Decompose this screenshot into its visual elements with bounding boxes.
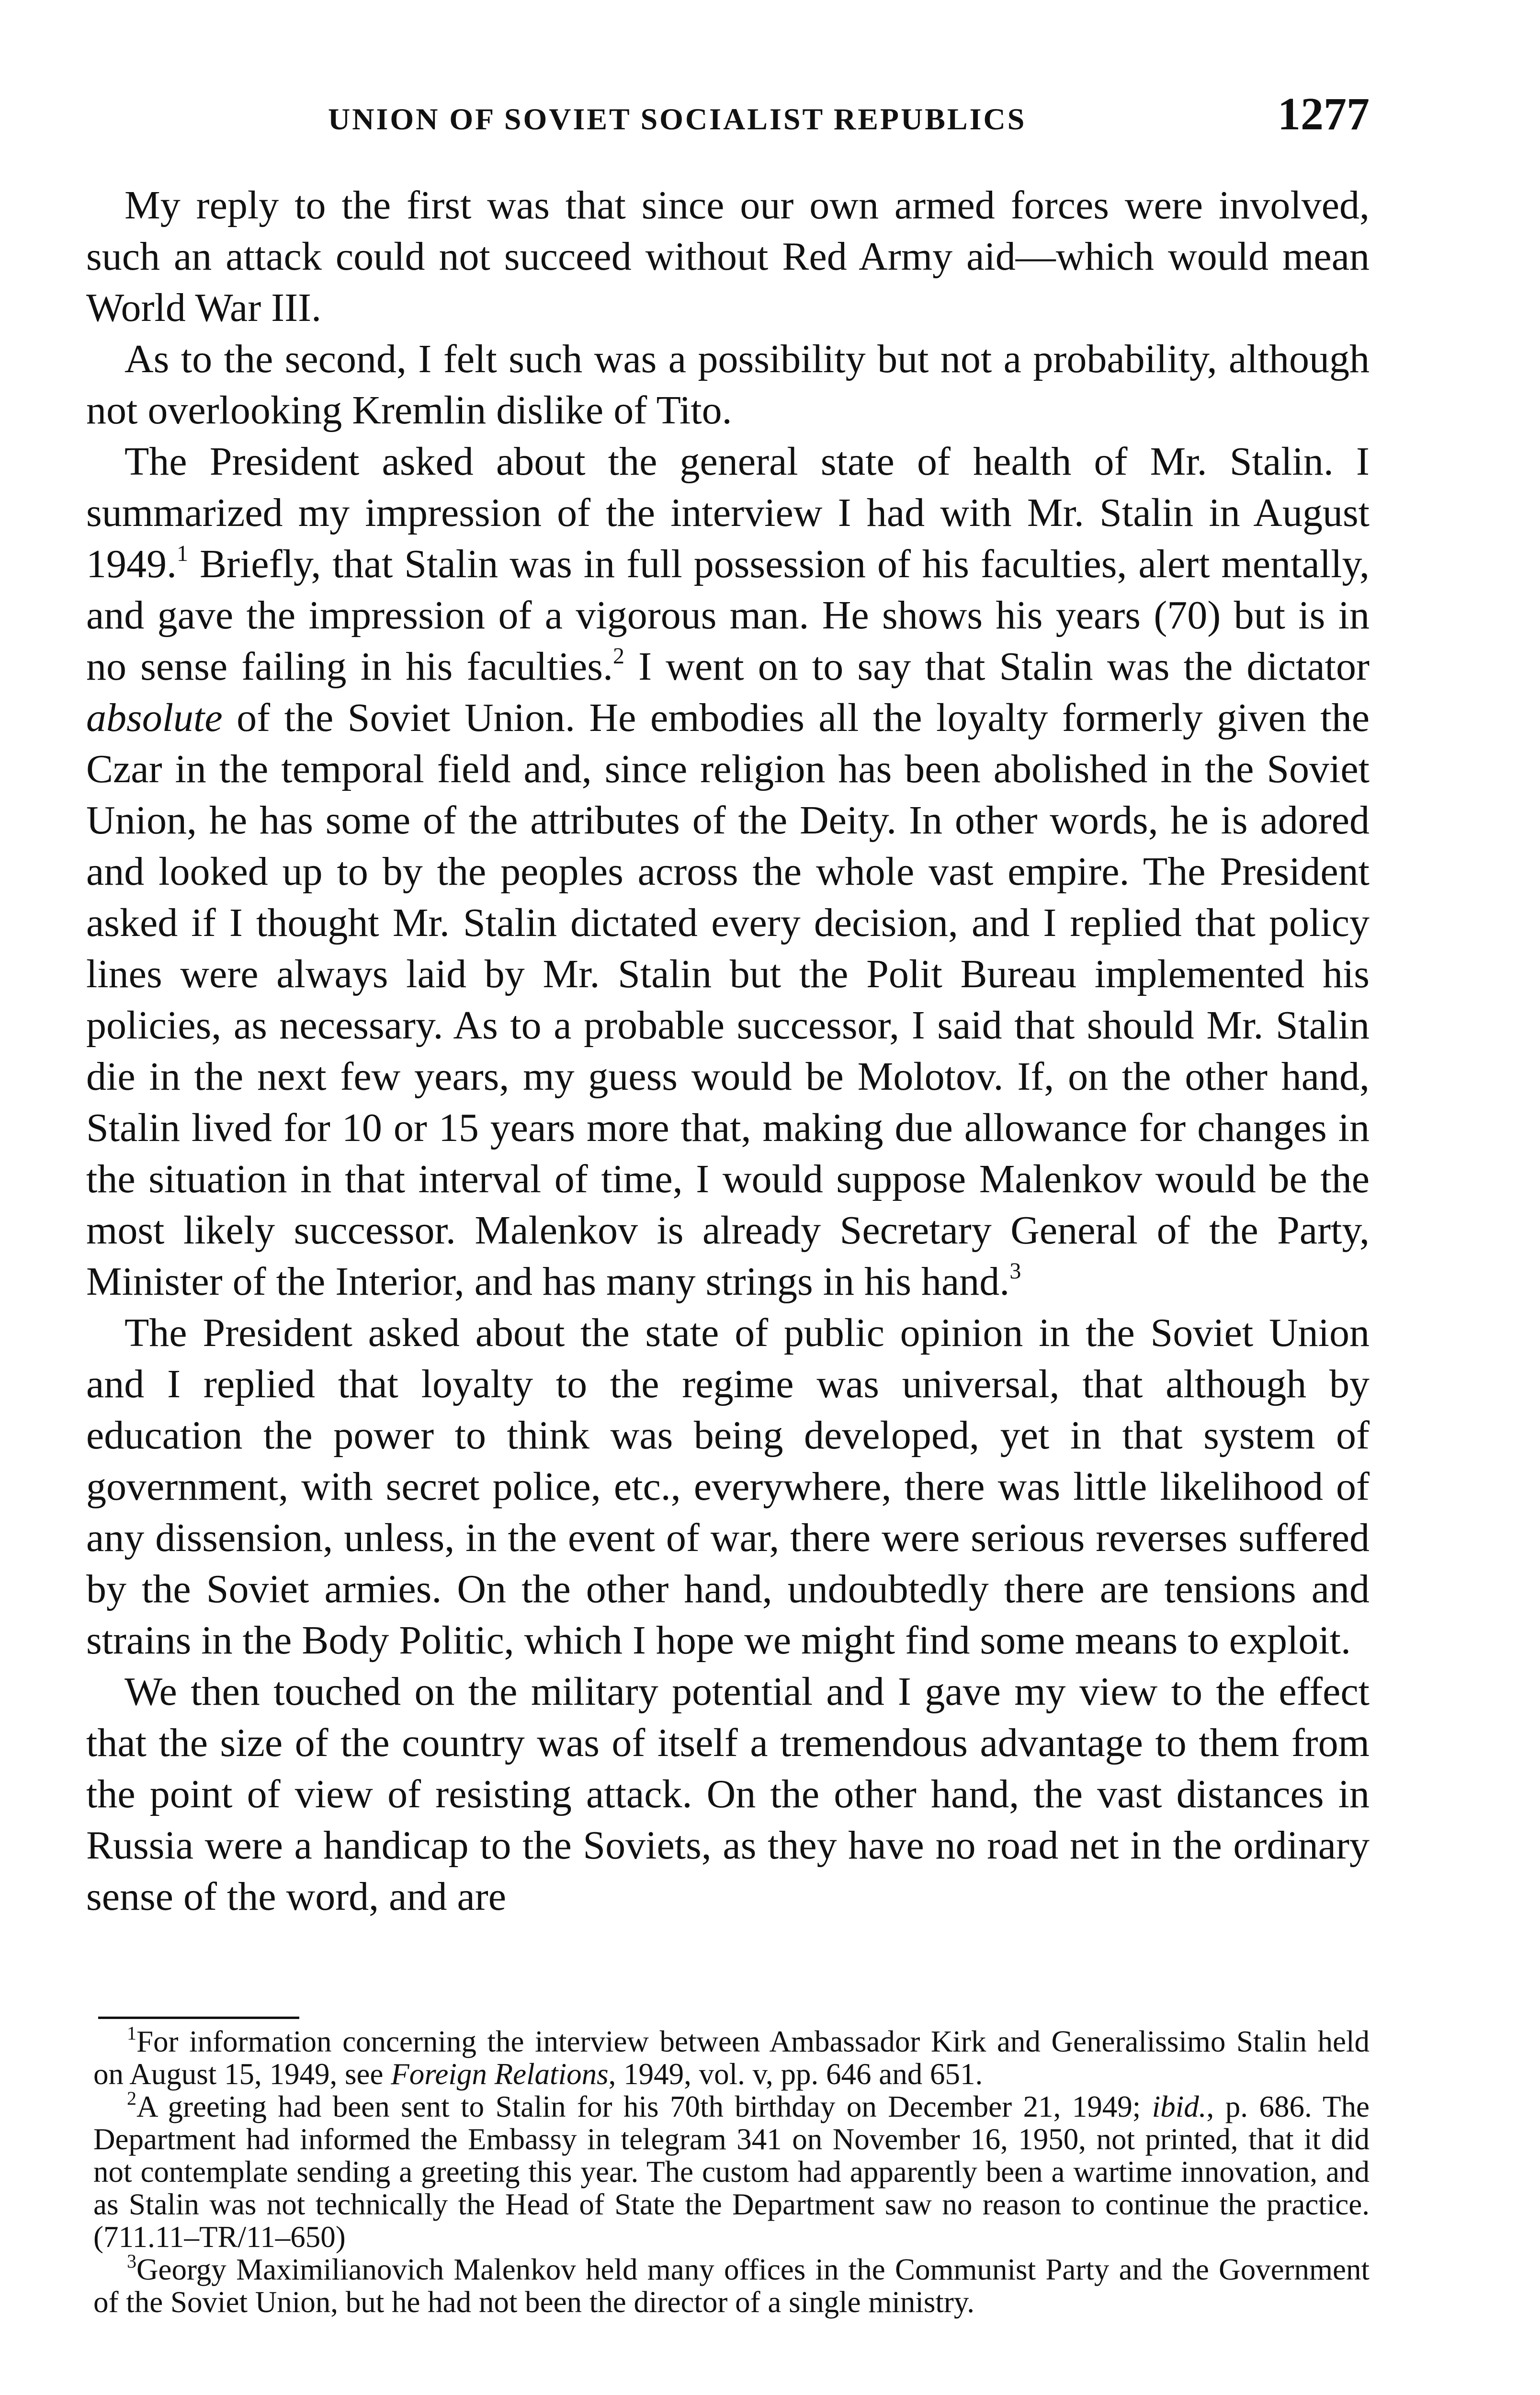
footnote-ref-2: 2 <box>612 643 624 669</box>
running-head: UNION OF SOVIET SOCIALIST REPUBLICS <box>328 102 1027 136</box>
footnotes <box>93 2022 1370 2319</box>
paragraph-3-text-a: The President asked about the general state of health of Mr. Stalin. I summarized my impression of the interview I had with Mr. Stalin in August 1949. <box>86 439 1370 586</box>
footnote-3-marker: 3 <box>127 2250 136 2272</box>
footnote-3-text: Georgy Maximilianovich Malenkov held many offices in the Communist Party and the Government of the Soviet Union, but he had not been the director of a single ministry. <box>93 2253 1370 2319</box>
footnote-2 <box>93 2087 1370 2254</box>
paragraph-2: As to the second, I felt such was a possibility but not a probability, although not overlooking Kremlin dislike of Tito. <box>86 337 1370 433</box>
italic-absolute: absolute <box>86 696 223 740</box>
footnote-3 <box>93 2250 1370 2319</box>
footnote-2-text-b: , p. 686. The Department had informed the Embassy in telegram 341 on November 16, 1950, not printed, that it did not contemplate sending a greeting this year. The custom had apparently been a wartime innovation, and as Stalin was not technically the Head of State the Department saw no reason to continue the practice. (711.11–TR/11–650) <box>93 2090 1370 2254</box>
paragraph-3-text-c: I went on to say that Stalin was the dictator <box>624 644 1370 689</box>
footnote-1-marker: 1 <box>127 2022 136 2044</box>
paragraph-5: We then touched on the military potential and I gave my view to the effect that the size of the country was of itself a tremendous advantage to them from the point of view of resisting attack. On the other hand, the vast distances in Russia were a handicap to the Soviets, as they have no road net in the ordinary sense of the word, and are <box>86 1669 1370 1919</box>
paragraph-3-text-b: Briefly, that Stalin was in full possession of his faculties, alert mentally, and gave the impression of a vigorous man. He shows his years (70) but is in no sense failing in his faculties. <box>86 542 1370 689</box>
footnote-ref-3: 3 <box>1009 1258 1021 1284</box>
page-number: 1277 <box>1278 88 1370 139</box>
footnote-1-text-b: , 1949, vol. v, pp. 646 and 651. <box>608 2057 983 2091</box>
footnote-1-italic: Foreign Relations <box>391 2057 609 2091</box>
page-header <box>86 87 1370 145</box>
footnote-2-marker: 2 <box>127 2087 136 2109</box>
footnote-2-text-a: A greeting had been sent to Stalin for his 70th birthday on December 21, 1949; <box>136 2090 1152 2123</box>
footnote-1-text-a: For information concerning the interview between Ambassador Kirk and Generalissimo Stalin held on August 15, 1949, see <box>93 2025 1370 2091</box>
paragraph-3 <box>86 436 1370 1307</box>
footnote-1 <box>93 2022 1370 2091</box>
footnote-divider <box>98 2017 299 2019</box>
footnote-2-italic: ibid. <box>1152 2090 1207 2123</box>
body-text <box>86 180 1370 1922</box>
paragraph-1: My reply to the first was that since our own armed forces were involved, such an attack could not succeed without Red Army aid—which would mean World War III. <box>86 183 1370 330</box>
paragraph-3-text-d: of the Soviet Union. He embodies all the loyalty formerly given the Czar in the temporal field and, since religion has been abolished in the Soviet Union, he has some of the attributes of the Deity. In other words, he is adored and looked up to by the peoples across the whole vast empire. The President asked if I thought Mr. Stalin dictated every decision, and I replied that policy lines were always laid by Mr. Stalin but the Polit Bureau implemented his policies, as necessary. As to a probable successor, I said that should Mr. Stalin die in the next few years, my guess would be Molotov. If, on the other hand, Stalin lived for 10 or 15 years more that, making due allowance for changes in the situation in that interval of time, I would suppose Malenkov would be the most likely successor. Malenkov is already Secretary General of the Party, Minister of the Interior, and has many strings in his hand. <box>86 696 1370 1304</box>
footnote-ref-1: 1 <box>177 541 188 566</box>
paragraph-4: The President asked about the state of public opinion in the Soviet Union and I replied that loyalty to the regime was universal, that although by education the power to think was being developed, yet in that system of government, with secret police, etc., everywhere, there was little likelihood of any dissension, unless, in the event of war, there were serious reverses suffered by the Soviet armies. On the other hand, undoubtedly there are tensions and strains in the Body Politic, which I hope we might find some means to exploit. <box>86 1311 1370 1663</box>
